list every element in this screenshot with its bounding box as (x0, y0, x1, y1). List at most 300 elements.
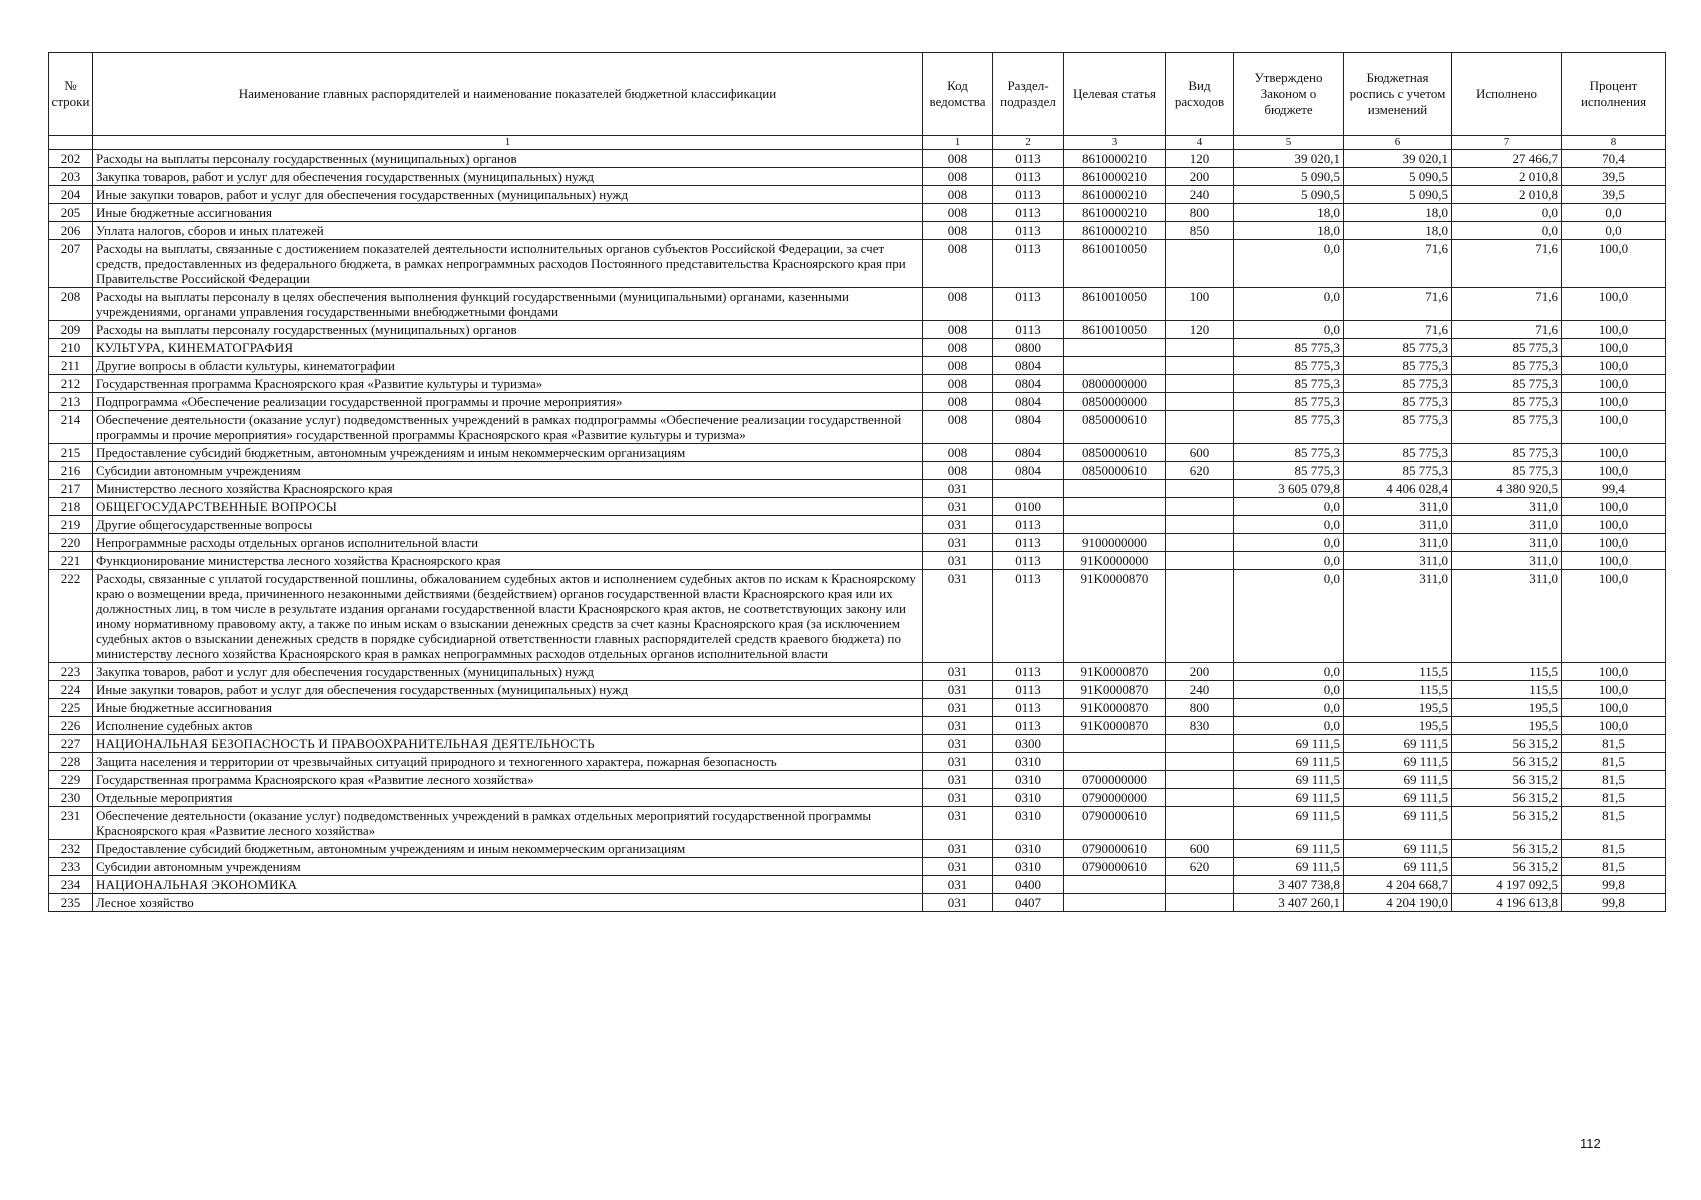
row-section: 0113 (993, 204, 1064, 222)
row-section: 0113 (993, 321, 1064, 339)
row-approved: 85 775,3 (1234, 339, 1344, 357)
row-approved: 85 775,3 (1234, 393, 1344, 411)
row-expense-type (1166, 534, 1234, 552)
row-budget-list: 71,6 (1344, 321, 1452, 339)
row-dept-code: 008 (923, 393, 993, 411)
row-budget-list: 85 775,3 (1344, 393, 1452, 411)
row-target: 91K0000870 (1064, 681, 1166, 699)
row-number: 210 (49, 339, 93, 357)
row-budget-list: 5 090,5 (1344, 168, 1452, 186)
row-budget-list: 115,5 (1344, 681, 1452, 699)
row-executed: 56 315,2 (1452, 807, 1562, 840)
row-percent: 100,0 (1562, 498, 1666, 516)
row-expense-type (1166, 240, 1234, 288)
row-section: 0310 (993, 807, 1064, 840)
row-expense-type (1166, 789, 1234, 807)
row-approved: 39 020,1 (1234, 150, 1344, 168)
row-budget-list: 311,0 (1344, 498, 1452, 516)
row-approved: 0,0 (1234, 534, 1344, 552)
row-dept-code: 008 (923, 204, 993, 222)
row-executed: 56 315,2 (1452, 840, 1562, 858)
row-number: 232 (49, 840, 93, 858)
row-name: Функционирование министерства лесного хозяйства Красноярского края (93, 552, 923, 570)
row-executed: 0,0 (1452, 222, 1562, 240)
row-budget-list: 195,5 (1344, 717, 1452, 735)
row-budget-list: 4 204 190,0 (1344, 894, 1452, 912)
header-executed: Исполнено (1452, 53, 1562, 136)
table-row (49, 681, 1666, 699)
colnum-cell: 2 (993, 136, 1064, 150)
row-executed: 27 466,7 (1452, 150, 1562, 168)
row-percent: 100,0 (1562, 375, 1666, 393)
row-target: 0850000610 (1064, 444, 1166, 462)
row-target: 0700000000 (1064, 771, 1166, 789)
row-name: Обеспечение деятельности (оказание услуг) подведомственных учреждений в рамках подпрограммы «Обеспечение реализации государственной программы и прочие мероприятия» государственной программы Красноярского края «Развитие культуры и туризма» (93, 411, 923, 444)
row-expense-type: 830 (1166, 717, 1234, 735)
row-percent: 100,0 (1562, 288, 1666, 321)
row-budget-list: 195,5 (1344, 699, 1452, 717)
row-approved: 0,0 (1234, 498, 1344, 516)
row-dept-code: 008 (923, 150, 993, 168)
row-name: Защита населения и территории от чрезвычайных ситуаций природного и техногенного характера, пожарная безопасность (93, 753, 923, 771)
row-dept-code: 008 (923, 168, 993, 186)
table-row (49, 894, 1666, 912)
table-row (49, 840, 1666, 858)
row-executed: 71,6 (1452, 240, 1562, 288)
row-dept-code: 008 (923, 411, 993, 444)
row-approved: 0,0 (1234, 699, 1344, 717)
row-executed: 2 010,8 (1452, 168, 1562, 186)
row-name: Уплата налогов, сборов и иных платежей (93, 222, 923, 240)
row-number: 204 (49, 186, 93, 204)
row-executed: 4 197 092,5 (1452, 876, 1562, 894)
row-expense-type (1166, 876, 1234, 894)
row-expense-type: 120 (1166, 321, 1234, 339)
table-row (49, 186, 1666, 204)
row-executed: 115,5 (1452, 663, 1562, 681)
row-executed: 85 775,3 (1452, 375, 1562, 393)
row-expense-type (1166, 894, 1234, 912)
row-number: 217 (49, 480, 93, 498)
row-dept-code: 008 (923, 222, 993, 240)
row-executed: 115,5 (1452, 681, 1562, 699)
row-expense-type: 850 (1166, 222, 1234, 240)
row-percent: 100,0 (1562, 663, 1666, 681)
row-budget-list: 69 111,5 (1344, 807, 1452, 840)
row-number: 211 (49, 357, 93, 375)
row-approved: 3 605 079,8 (1234, 480, 1344, 498)
table-row (49, 168, 1666, 186)
row-name: Субсидии автономным учреждениям (93, 462, 923, 480)
row-approved: 69 111,5 (1234, 807, 1344, 840)
row-dept-code: 008 (923, 186, 993, 204)
row-approved: 18,0 (1234, 204, 1344, 222)
row-budget-list: 69 111,5 (1344, 735, 1452, 753)
row-budget-list: 85 775,3 (1344, 444, 1452, 462)
row-percent: 81,5 (1562, 735, 1666, 753)
table-row (49, 699, 1666, 717)
colnum-cell: 3 (1064, 136, 1166, 150)
row-target: 0850000610 (1064, 411, 1166, 444)
colnum-cell: 8 (1562, 136, 1666, 150)
row-dept-code: 031 (923, 807, 993, 840)
row-executed: 195,5 (1452, 699, 1562, 717)
table-row (49, 411, 1666, 444)
row-executed: 311,0 (1452, 498, 1562, 516)
row-number: 214 (49, 411, 93, 444)
colnum-cell: 6 (1344, 136, 1452, 150)
row-target (1064, 498, 1166, 516)
row-budget-list: 18,0 (1344, 222, 1452, 240)
row-name: Иные закупки товаров, работ и услуг для обеспечения государственных (муниципальных) нужд (93, 186, 923, 204)
row-section: 0113 (993, 699, 1064, 717)
row-dept-code: 031 (923, 534, 993, 552)
row-expense-type: 200 (1166, 663, 1234, 681)
row-percent: 99,8 (1562, 894, 1666, 912)
row-executed: 56 315,2 (1452, 735, 1562, 753)
row-approved: 5 090,5 (1234, 186, 1344, 204)
row-budget-list: 69 111,5 (1344, 753, 1452, 771)
row-approved: 85 775,3 (1234, 462, 1344, 480)
row-executed: 85 775,3 (1452, 411, 1562, 444)
row-section: 0113 (993, 168, 1064, 186)
row-section: 0310 (993, 858, 1064, 876)
row-approved: 0,0 (1234, 288, 1344, 321)
row-executed: 85 775,3 (1452, 339, 1562, 357)
row-number: 203 (49, 168, 93, 186)
row-percent: 70,4 (1562, 150, 1666, 168)
row-target: 0790000610 (1064, 840, 1166, 858)
row-approved: 0,0 (1234, 321, 1344, 339)
row-section: 0300 (993, 735, 1064, 753)
row-dept-code: 031 (923, 480, 993, 498)
row-expense-type (1166, 498, 1234, 516)
row-percent: 99,4 (1562, 480, 1666, 498)
row-executed: 85 775,3 (1452, 444, 1562, 462)
row-target: 0790000000 (1064, 789, 1166, 807)
row-expense-type (1166, 516, 1234, 534)
row-executed: 56 315,2 (1452, 789, 1562, 807)
row-section: 0113 (993, 663, 1064, 681)
row-dept-code: 031 (923, 735, 993, 753)
row-name: Субсидии автономным учреждениям (93, 858, 923, 876)
row-executed: 85 775,3 (1452, 357, 1562, 375)
row-executed: 311,0 (1452, 570, 1562, 663)
row-dept-code: 031 (923, 699, 993, 717)
row-expense-type: 240 (1166, 186, 1234, 204)
row-target (1064, 480, 1166, 498)
table-row (49, 876, 1666, 894)
row-target: 0790000610 (1064, 807, 1166, 840)
table-header (49, 53, 1666, 150)
row-number: 228 (49, 753, 93, 771)
row-expense-type: 800 (1166, 699, 1234, 717)
table-row (49, 288, 1666, 321)
row-dept-code: 031 (923, 858, 993, 876)
row-dept-code: 008 (923, 357, 993, 375)
row-section: 0310 (993, 771, 1064, 789)
row-target: 0800000000 (1064, 375, 1166, 393)
row-expense-type (1166, 552, 1234, 570)
row-dept-code: 031 (923, 753, 993, 771)
row-number: 233 (49, 858, 93, 876)
row-executed: 4 196 613,8 (1452, 894, 1562, 912)
row-target: 0850000610 (1064, 462, 1166, 480)
row-name: Иные закупки товаров, работ и услуг для обеспечения государственных (муниципальных) нужд (93, 681, 923, 699)
row-budget-list: 69 111,5 (1344, 789, 1452, 807)
row-budget-list: 311,0 (1344, 552, 1452, 570)
row-budget-list: 4 204 668,7 (1344, 876, 1452, 894)
row-percent: 100,0 (1562, 516, 1666, 534)
table-row (49, 534, 1666, 552)
table-row (49, 753, 1666, 771)
row-section: 0100 (993, 498, 1064, 516)
row-section: 0804 (993, 411, 1064, 444)
colnum-cell: 1 (93, 136, 923, 150)
row-approved: 0,0 (1234, 570, 1344, 663)
row-budget-list: 4 406 028,4 (1344, 480, 1452, 498)
table-row (49, 858, 1666, 876)
row-budget-list: 69 111,5 (1344, 771, 1452, 789)
row-number: 227 (49, 735, 93, 753)
row-expense-type: 800 (1166, 204, 1234, 222)
row-section: 0113 (993, 240, 1064, 288)
row-number: 225 (49, 699, 93, 717)
row-percent: 100,0 (1562, 339, 1666, 357)
row-target (1064, 753, 1166, 771)
header-section: Раздел-подраздел (993, 53, 1064, 136)
header-approved: Утверждено Законом о бюджете (1234, 53, 1344, 136)
row-percent: 100,0 (1562, 681, 1666, 699)
row-executed: 0,0 (1452, 204, 1562, 222)
row-expense-type: 600 (1166, 444, 1234, 462)
row-expense-type (1166, 339, 1234, 357)
row-section: 0804 (993, 462, 1064, 480)
row-executed: 2 010,8 (1452, 186, 1562, 204)
row-number: 222 (49, 570, 93, 663)
row-executed: 311,0 (1452, 534, 1562, 552)
row-section: 0113 (993, 717, 1064, 735)
row-expense-type (1166, 807, 1234, 840)
row-expense-type: 200 (1166, 168, 1234, 186)
row-executed: 4 380 920,5 (1452, 480, 1562, 498)
row-approved: 0,0 (1234, 717, 1344, 735)
table-row (49, 771, 1666, 789)
row-target: 8610010050 (1064, 240, 1166, 288)
table-row (49, 570, 1666, 663)
row-percent: 100,0 (1562, 462, 1666, 480)
row-target: 0850000000 (1064, 393, 1166, 411)
row-name: Другие общегосударственные вопросы (93, 516, 923, 534)
row-target: 8610010050 (1064, 321, 1166, 339)
row-target (1064, 339, 1166, 357)
budget-sheet (48, 52, 1665, 912)
row-approved: 0,0 (1234, 516, 1344, 534)
row-executed: 195,5 (1452, 717, 1562, 735)
row-section: 0804 (993, 357, 1064, 375)
row-percent: 100,0 (1562, 444, 1666, 462)
row-dept-code: 008 (923, 288, 993, 321)
row-percent: 0,0 (1562, 222, 1666, 240)
table-row (49, 789, 1666, 807)
row-name: Расходы на выплаты персоналу государственных (муниципальных) органов (93, 150, 923, 168)
row-approved: 69 111,5 (1234, 771, 1344, 789)
row-budget-list: 71,6 (1344, 240, 1452, 288)
row-number: 219 (49, 516, 93, 534)
row-name: Расходы на выплаты персоналу государственных (муниципальных) органов (93, 321, 923, 339)
row-dept-code: 031 (923, 894, 993, 912)
header-budget-list: Бюджетная роспись с учетом изменений (1344, 53, 1452, 136)
row-dept-code: 008 (923, 240, 993, 288)
row-number: 231 (49, 807, 93, 840)
row-section: 0804 (993, 444, 1064, 462)
table-row (49, 222, 1666, 240)
row-budget-list: 311,0 (1344, 534, 1452, 552)
row-section: 0113 (993, 222, 1064, 240)
row-approved: 69 111,5 (1234, 840, 1344, 858)
row-target: 8610000210 (1064, 204, 1166, 222)
row-target: 8610000210 (1064, 168, 1166, 186)
row-executed: 311,0 (1452, 552, 1562, 570)
row-expense-type (1166, 753, 1234, 771)
table-row (49, 807, 1666, 840)
row-dept-code: 031 (923, 681, 993, 699)
row-approved: 69 111,5 (1234, 753, 1344, 771)
table-row (49, 393, 1666, 411)
row-number: 229 (49, 771, 93, 789)
row-budget-list: 85 775,3 (1344, 357, 1452, 375)
row-name: Расходы, связанные с уплатой государственной пошлины, обжалованием судебных актов и исполнением судебных актов по искам к Красноярскому краю о возмещении вреда, причиненного незаконными действиями (бездействием) органов государственной власти Красноярского края или их должностных лиц, в том числе в результате издания органами государственной власти Красноярского края актов, не соответствующих закону или иному нормативному правовому акту, а также по иным искам о взыскании денежных средств за счет казны Красноярского края (за исключением судебных актов о взыскании денежных средств в порядке субсидиарной ответственности главных распорядителей средств краевого бюджета) по министерству лесного хозяйства Красноярского края в рамках непрограммных расходов отдельных органов исполнительной власти (93, 570, 923, 663)
row-approved: 85 775,3 (1234, 357, 1344, 375)
row-dept-code: 008 (923, 375, 993, 393)
row-percent: 0,0 (1562, 204, 1666, 222)
row-percent: 100,0 (1562, 534, 1666, 552)
row-expense-type: 620 (1166, 462, 1234, 480)
row-percent: 99,8 (1562, 876, 1666, 894)
row-budget-list: 311,0 (1344, 570, 1452, 663)
row-name: Расходы на выплаты персоналу в целях обеспечения выполнения функций государственными (муниципальными) органами, казенными учреждениями, органами управления государственными внебюджетными фондами (93, 288, 923, 321)
row-dept-code: 031 (923, 663, 993, 681)
row-section: 0407 (993, 894, 1064, 912)
row-name: Расходы на выплаты, связанные с достижением показателей деятельности исполнительных органов субъектов Российской Федерации, за счет средств, предоставленных из федерального бюджета, в рамках непрограммных расходов Постоянного представительства Красноярского края при Правительстве Российской Федерации (93, 240, 923, 288)
row-number: 215 (49, 444, 93, 462)
row-percent: 81,5 (1562, 789, 1666, 807)
row-name: Государственная программа Красноярского края «Развитие культуры и туризма» (93, 375, 923, 393)
row-target: 8610000210 (1064, 150, 1166, 168)
row-number: 224 (49, 681, 93, 699)
row-executed: 311,0 (1452, 516, 1562, 534)
row-budget-list: 85 775,3 (1344, 411, 1452, 444)
row-dept-code: 031 (923, 717, 993, 735)
row-percent: 100,0 (1562, 552, 1666, 570)
row-budget-list: 18,0 (1344, 204, 1452, 222)
row-percent: 100,0 (1562, 717, 1666, 735)
row-percent: 81,5 (1562, 771, 1666, 789)
row-name: КУЛЬТУРА, КИНЕМАТОГРАФИЯ (93, 339, 923, 357)
row-budget-list: 85 775,3 (1344, 375, 1452, 393)
row-budget-list: 115,5 (1344, 663, 1452, 681)
row-dept-code: 008 (923, 321, 993, 339)
row-executed: 56 315,2 (1452, 858, 1562, 876)
row-percent: 39,5 (1562, 168, 1666, 186)
row-dept-code: 008 (923, 462, 993, 480)
row-number: 206 (49, 222, 93, 240)
table-row (49, 150, 1666, 168)
table-row (49, 717, 1666, 735)
row-target: 91K0000870 (1064, 699, 1166, 717)
row-budget-list: 39 020,1 (1344, 150, 1452, 168)
row-target (1064, 876, 1166, 894)
row-name: Иные бюджетные ассигнования (93, 204, 923, 222)
table-row (49, 516, 1666, 534)
row-name: Иные бюджетные ассигнования (93, 699, 923, 717)
row-approved: 0,0 (1234, 681, 1344, 699)
row-number: 205 (49, 204, 93, 222)
row-target: 91K0000870 (1064, 663, 1166, 681)
row-percent: 81,5 (1562, 753, 1666, 771)
row-dept-code: 031 (923, 516, 993, 534)
row-dept-code: 031 (923, 570, 993, 663)
row-number: 209 (49, 321, 93, 339)
row-number: 208 (49, 288, 93, 321)
row-section: 0113 (993, 516, 1064, 534)
row-section: 0113 (993, 681, 1064, 699)
row-section: 0113 (993, 150, 1064, 168)
row-percent: 100,0 (1562, 570, 1666, 663)
colnum-cell (49, 136, 93, 150)
row-name: Закупка товаров, работ и услуг для обеспечения государственных (муниципальных) нужд (93, 168, 923, 186)
row-approved: 18,0 (1234, 222, 1344, 240)
column-number-row (49, 136, 1666, 150)
row-executed: 85 775,3 (1452, 462, 1562, 480)
row-target (1064, 735, 1166, 753)
row-name: НАЦИОНАЛЬНАЯ БЕЗОПАСНОСТЬ И ПРАВООХРАНИТЕЛЬНАЯ ДЕЯТЕЛЬНОСТЬ (93, 735, 923, 753)
row-approved: 69 111,5 (1234, 735, 1344, 753)
row-dept-code: 031 (923, 840, 993, 858)
row-name: Предоставление субсидий бюджетным, автономным учреждениям и иным некоммерческим организациям (93, 444, 923, 462)
row-expense-type: 120 (1166, 150, 1234, 168)
row-name: Другие вопросы в области культуры, кинематографии (93, 357, 923, 375)
header-name: Наименование главных распорядителей и наименование показателей бюджетной классификации (93, 53, 923, 136)
row-section: 0113 (993, 186, 1064, 204)
row-target (1064, 516, 1166, 534)
row-number: 202 (49, 150, 93, 168)
row-target: 9100000000 (1064, 534, 1166, 552)
row-dept-code: 008 (923, 444, 993, 462)
row-approved: 69 111,5 (1234, 858, 1344, 876)
row-target: 8610010050 (1064, 288, 1166, 321)
row-expense-type (1166, 375, 1234, 393)
row-percent: 81,5 (1562, 840, 1666, 858)
row-section: 0113 (993, 534, 1064, 552)
row-dept-code: 031 (923, 552, 993, 570)
row-percent: 100,0 (1562, 240, 1666, 288)
table-row (49, 498, 1666, 516)
table-row (49, 357, 1666, 375)
table-row (49, 480, 1666, 498)
row-expense-type: 600 (1166, 840, 1234, 858)
colnum-cell: 1 (923, 136, 993, 150)
row-name: Предоставление субсидий бюджетным, автономным учреждениям и иным некоммерческим организациям (93, 840, 923, 858)
row-expense-type (1166, 393, 1234, 411)
row-budget-list: 85 775,3 (1344, 339, 1452, 357)
row-budget-list: 311,0 (1344, 516, 1452, 534)
colnum-cell: 4 (1166, 136, 1234, 150)
budget-table (48, 52, 1666, 912)
row-name: Обеспечение деятельности (оказание услуг) подведомственных учреждений в рамках отдельных мероприятий государственной программы Красноярского края «Развитие лесного хозяйства» (93, 807, 923, 840)
row-expense-type (1166, 735, 1234, 753)
row-dept-code: 031 (923, 498, 993, 516)
